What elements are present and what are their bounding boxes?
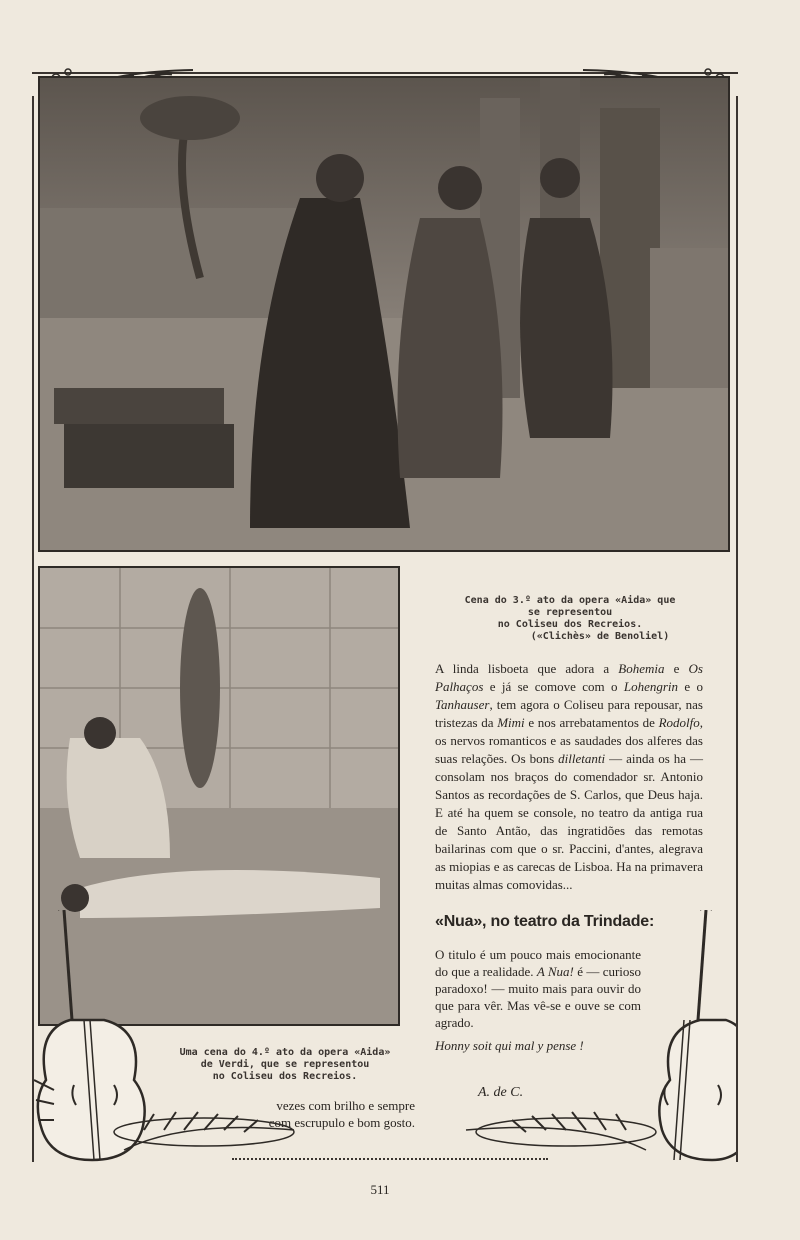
- caption-credit: («Clichès» de Benoliel): [530, 631, 670, 642]
- text: e nos arrebatamentos de: [524, 715, 659, 730]
- title-ref: Lohengrin: [623, 679, 679, 694]
- text: — ainda os ha — consolam nos braços do comendador sr. Antonio Santos as recordações de S. Carlos, que Deus haja. E até ha quem se console, no teatro da antiga rua de Santo Antão, das ingratidões das remotas bailarinas com que o sr. Paccini, d'antes, alegrava as miopias e as carecas de Lisboa. Ha na primavera muitas almas comovidas...: [435, 751, 703, 892]
- article-body: [435, 660, 703, 894]
- text: , tem agora o Coliseu para repousar, nas tristezas da: [435, 697, 703, 730]
- text: é — curioso paradoxo! — muito mais para ouvir do que para vêr. Mas vê-se e ouve se com agrado.: [435, 964, 641, 1030]
- caption-line: de Verdi, que se representou: [200, 1059, 370, 1070]
- viola-icon: [456, 910, 736, 1170]
- section-heading: «Nua», no teatro da Trindade:: [435, 913, 655, 930]
- text: , os nervos romanticos e as saudades dos alferes das suas relações. Os bons: [435, 715, 703, 766]
- motto: Honny soit qui mal y pense !: [435, 1038, 584, 1053]
- caption-line: se representou: [527, 607, 613, 618]
- caption-line: no Coliseu dos Recreios.: [212, 1071, 358, 1082]
- text: e: [664, 661, 689, 676]
- text: e o: [678, 679, 703, 694]
- title-ref: Bohemia: [618, 661, 665, 676]
- dotted-divider: [232, 1158, 548, 1160]
- page-number: 511: [370, 1182, 390, 1197]
- title-ref: Os Palhaços: [435, 661, 703, 694]
- title-ref: Tanhauser: [435, 697, 490, 712]
- caption-line: Uma cena do 4.º ato da opera «Aida»: [179, 1047, 391, 1058]
- text: A linda lisboeta que adora a: [435, 661, 619, 676]
- term: dilletanti: [558, 751, 606, 766]
- author-signature: A. de C.: [478, 1085, 524, 1100]
- caption-line: no Coliseu dos Recreios.: [497, 619, 643, 630]
- title-ref: Mimi: [497, 715, 525, 730]
- title-ref: A Nua!: [536, 964, 574, 979]
- text: e já se comove com o: [483, 679, 624, 694]
- text-fragment: vezes com brilho e sempre com escrupulo e bom gosto.: [268, 1098, 415, 1130]
- text: O titulo é um pouco mais emocionante do que a realidade.: [435, 947, 641, 979]
- caption-line: Cena do 3.º ato da opera «Aida» que: [464, 595, 676, 606]
- viola-icon: [34, 910, 304, 1170]
- title-ref: Rodolfo: [658, 715, 700, 730]
- photo-aida-act3: [38, 76, 730, 552]
- caption-aida-act3: [430, 595, 710, 643]
